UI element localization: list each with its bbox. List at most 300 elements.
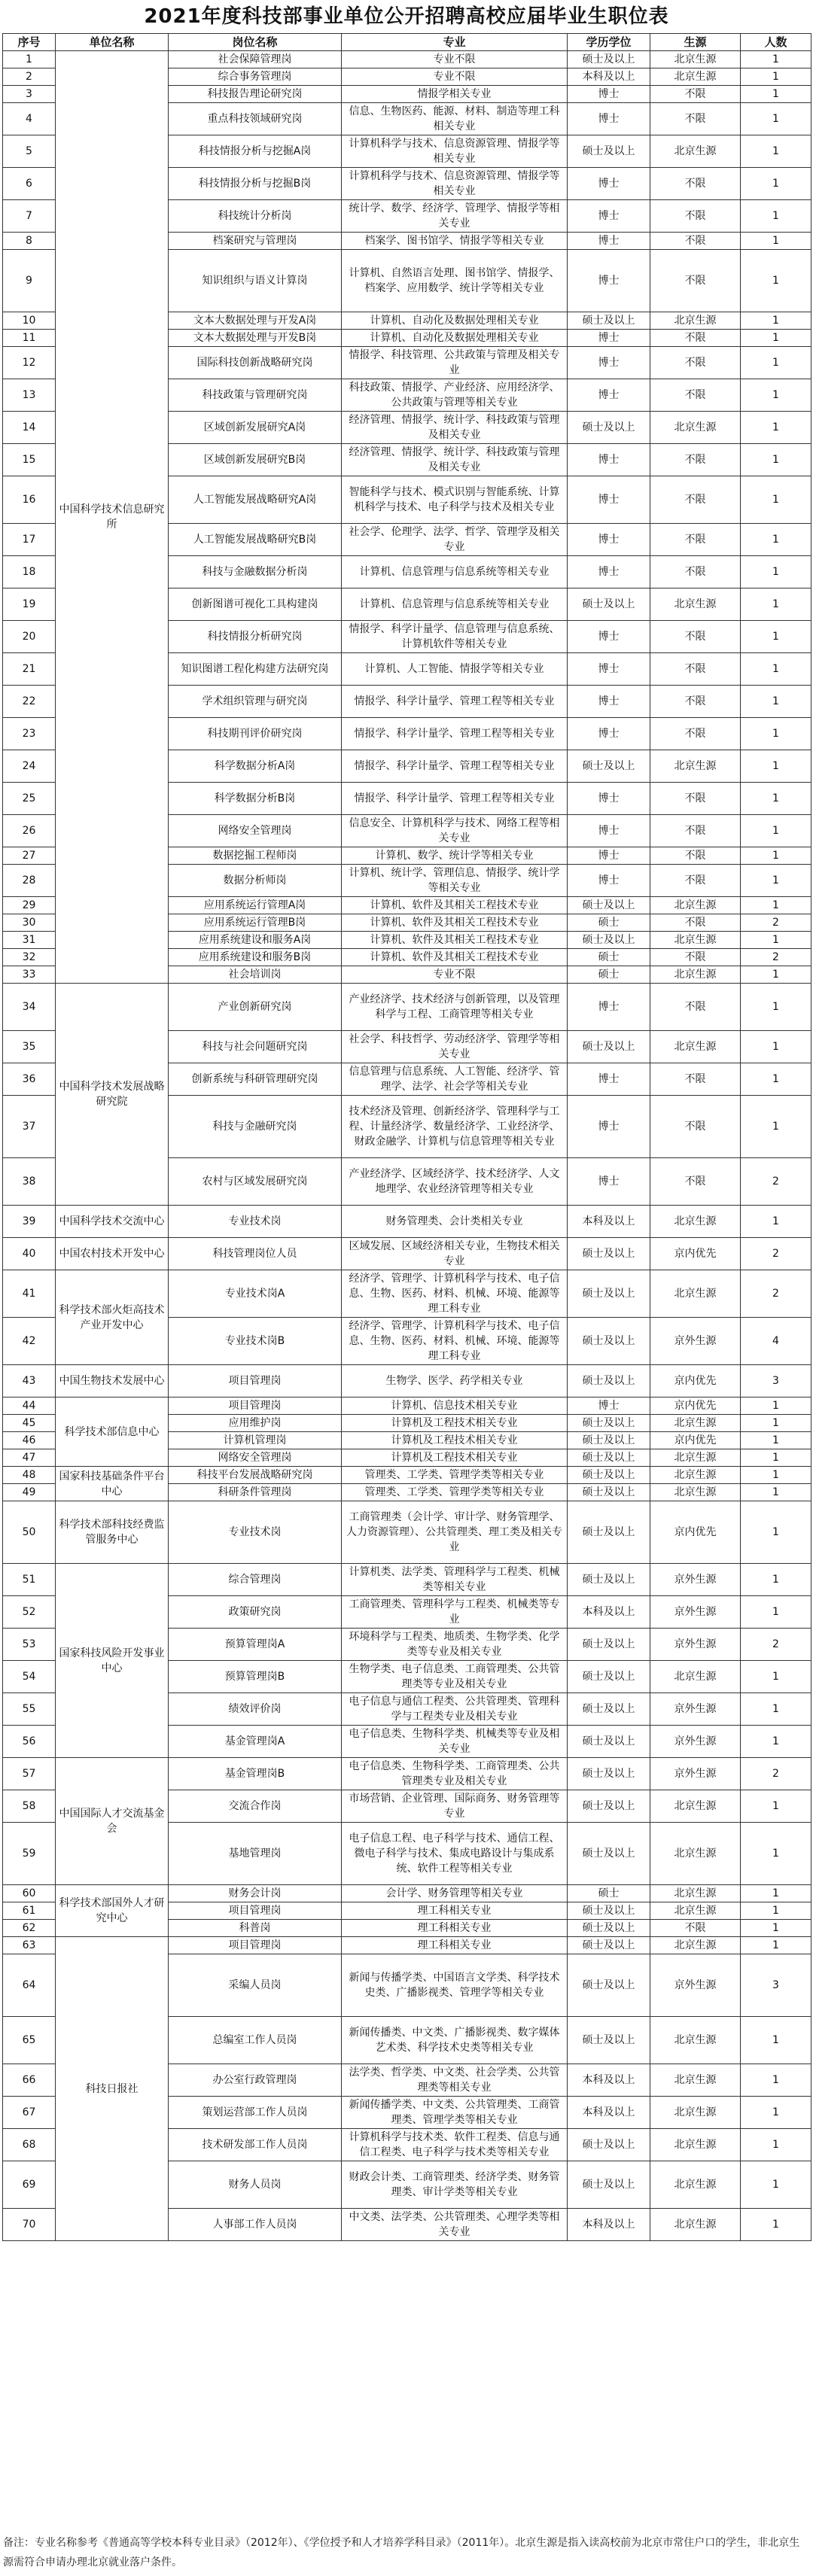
cell-major: 电子信息工程、电子科学与技术、通信工程、微电子科学与技术、集成电路设计与集成系统、软件工程等相关专业 [342, 1823, 568, 1885]
cell-count: 1 [741, 750, 811, 783]
cell-education: 博士 [568, 1397, 650, 1415]
cell-seq: 4 [3, 103, 56, 135]
cell-major: 生物学、医学、药学相关专业 [342, 1365, 568, 1397]
cell-origin: 北京生源 [650, 1937, 741, 1954]
cell-education: 博士 [568, 984, 650, 1031]
cell-seq: 40 [3, 1238, 56, 1270]
cell-education: 博士 [568, 347, 650, 379]
cell-count: 1 [741, 379, 811, 412]
cell-count: 1 [741, 932, 811, 949]
cell-major: 财政会计类、工商管理类、经济学类、财务管理类、审计学类等相关专业 [342, 2161, 568, 2209]
cell-seq: 33 [3, 966, 56, 984]
cell-education: 硕士及以上 [568, 1365, 650, 1397]
cell-origin: 京内优先 [650, 1397, 741, 1415]
cell-position: 科学数据分析A岗 [169, 750, 342, 783]
cell-seq: 15 [3, 444, 56, 476]
cell-position: 项目管理岗 [169, 1937, 342, 1954]
cell-seq: 48 [3, 1467, 56, 1484]
cell-count: 2 [741, 949, 811, 966]
cell-seq: 41 [3, 1270, 56, 1318]
cell-position: 专业技术岗A [169, 1270, 342, 1318]
cell-position: 社会培训岗 [169, 966, 342, 984]
cell-origin: 北京生源 [650, 1449, 741, 1467]
cell-origin: 北京生源 [650, 897, 741, 914]
cell-origin: 不限 [650, 865, 741, 897]
cell-seq: 12 [3, 347, 56, 379]
cell-major: 情报学、科学计量学、信息管理与信息系统、计算机软件等相关专业 [342, 621, 568, 653]
cell-position: 科技报告理论研究岗 [169, 86, 342, 103]
table-body [3, 51, 811, 2241]
cell-origin: 北京生源 [650, 1270, 741, 1318]
cell-count: 1 [741, 1206, 811, 1238]
cell-origin: 北京生源 [650, 1206, 741, 1238]
cell-count: 2 [741, 1270, 811, 1318]
cell-position: 应用维护岗 [169, 1415, 342, 1432]
cell-unit: 中国科学技术发展战略研究院 [56, 984, 169, 1206]
cell-major: 计算机科学与技术、信息资源管理、情报学等相关专业 [342, 168, 568, 200]
cell-major: 情报学、科技管理、公共政策与管理及相关专业 [342, 347, 568, 379]
cell-major: 电子信息类、生物科学类、机械类等专业及相关专业 [342, 1726, 568, 1758]
cell-origin: 北京生源 [650, 966, 741, 984]
cell-position: 项目管理岗 [169, 1397, 342, 1415]
cell-origin: 不限 [650, 250, 741, 312]
header-education: 学历学位 [568, 34, 650, 51]
cell-major: 情报学、科学计量学、管理工程等相关专业 [342, 718, 568, 750]
cell-seq: 36 [3, 1063, 56, 1096]
cell-major: 计算机、统计学、管理信息、情报学、统计学等相关专业 [342, 865, 568, 897]
cell-count: 1 [741, 1902, 811, 1920]
cell-major: 区域发展、区域经济相关专业，生物技术相关专业 [342, 1238, 568, 1270]
cell-major: 计算机、信息管理与信息系统等相关专业 [342, 556, 568, 588]
cell-count: 2 [741, 1629, 811, 1661]
cell-position: 网络安全管理岗 [169, 815, 342, 847]
cell-origin: 京内优先 [650, 1432, 741, 1449]
cell-major: 电子信息类、生物科学类、工商管理类、公共管理类专业及相关专业 [342, 1758, 568, 1790]
header-seq: 序号 [3, 34, 56, 51]
cell-seq: 65 [3, 2017, 56, 2064]
cell-count: 1 [741, 233, 811, 250]
cell-origin: 北京生源 [650, 412, 741, 444]
cell-position: 人事部工作人员岗 [169, 2209, 342, 2241]
cell-major: 计算机类、法学类、管理科学与工程类、机械类等相关专业 [342, 1564, 568, 1596]
cell-seq: 13 [3, 379, 56, 412]
cell-major: 经济学、管理学、计算机科学与技术、电子信息、生物、医药、材料、机械、环境、能源等理工科专业 [342, 1318, 568, 1365]
cell-count: 1 [741, 200, 811, 233]
cell-position: 科技情报分析与挖掘A岗 [169, 135, 342, 168]
cell-seq: 11 [3, 330, 56, 347]
cell-seq: 25 [3, 783, 56, 815]
positions-table [2, 33, 811, 2241]
cell-education: 博士 [568, 1096, 650, 1158]
cell-seq: 53 [3, 1629, 56, 1661]
cell-count: 1 [741, 2129, 811, 2161]
cell-seq: 55 [3, 1693, 56, 1726]
cell-origin: 不限 [650, 556, 741, 588]
cell-position: 重点科技领域研究岗 [169, 103, 342, 135]
cell-seq: 70 [3, 2209, 56, 2241]
cell-education: 硕士及以上 [568, 1629, 650, 1661]
cell-education: 博士 [568, 1158, 650, 1206]
cell-position: 政策研究岗 [169, 1596, 342, 1629]
cell-count: 1 [741, 2209, 811, 2241]
cell-major: 法学类、哲学类、中文类、社会学类、公共管理类等相关专业 [342, 2064, 568, 2097]
cell-education: 硕士 [568, 966, 650, 984]
cell-major: 经济管理、情报学、统计学、科技政策与管理及相关专业 [342, 444, 568, 476]
cell-seq: 42 [3, 1318, 56, 1365]
cell-position: 科技与社会问题研究岗 [169, 1031, 342, 1063]
cell-count: 1 [741, 2017, 811, 2064]
cell-major: 社会学、科技哲学、劳动经济学、管理学等相关专业 [342, 1031, 568, 1063]
cell-major: 专业不限 [342, 68, 568, 86]
cell-major: 计算机、信息技术相关专业 [342, 1397, 568, 1415]
cell-position: 科普岗 [169, 1920, 342, 1937]
cell-seq: 2 [3, 68, 56, 86]
cell-seq: 49 [3, 1484, 56, 1501]
cell-education: 博士 [568, 718, 650, 750]
cell-count: 1 [741, 1564, 811, 1596]
cell-origin: 不限 [650, 476, 741, 524]
cell-position: 科技期刊评价研究岗 [169, 718, 342, 750]
cell-seq: 31 [3, 932, 56, 949]
cell-education: 硕士及以上 [568, 750, 650, 783]
cell-origin: 不限 [650, 847, 741, 865]
cell-seq: 37 [3, 1096, 56, 1158]
cell-seq: 22 [3, 686, 56, 718]
cell-unit: 中国科学技术交流中心 [56, 1206, 169, 1238]
cell-major: 计算机、自然语言处理、图书馆学、情报学、档案学、应用数学、统计学等相关专业 [342, 250, 568, 312]
cell-seq: 10 [3, 312, 56, 330]
cell-origin: 京外生源 [650, 1954, 741, 2017]
cell-origin: 不限 [650, 1063, 741, 1096]
cell-count: 1 [741, 653, 811, 686]
cell-count: 1 [741, 312, 811, 330]
cell-major: 理工科相关专业 [342, 1920, 568, 1937]
table-row [3, 1397, 811, 1415]
cell-position: 创新图谱可视化工具构建岗 [169, 588, 342, 621]
cell-education: 本科及以上 [568, 1206, 650, 1238]
cell-seq: 47 [3, 1449, 56, 1467]
cell-origin: 不限 [650, 653, 741, 686]
cell-position: 数据分析师岗 [169, 865, 342, 897]
cell-origin: 京内优先 [650, 1365, 741, 1397]
cell-education: 博士 [568, 815, 650, 847]
cell-education: 硕士及以上 [568, 897, 650, 914]
table-row [3, 1206, 811, 1238]
cell-education: 硕士及以上 [568, 135, 650, 168]
cell-education: 硕士及以上 [568, 1937, 650, 1954]
cell-count: 1 [741, 2064, 811, 2097]
cell-seq: 68 [3, 2129, 56, 2161]
cell-origin: 不限 [650, 200, 741, 233]
cell-education: 博士 [568, 1063, 650, 1096]
cell-position: 财务会计岗 [169, 1885, 342, 1902]
cell-seq: 67 [3, 2097, 56, 2129]
cell-seq: 66 [3, 2064, 56, 2097]
cell-major: 市场营销、企业管理、国际商务、财务管理等专业 [342, 1790, 568, 1823]
cell-position: 科技与金融数据分析岗 [169, 556, 342, 588]
cell-origin: 京内优先 [650, 1238, 741, 1270]
cell-education: 博士 [568, 686, 650, 718]
cell-count: 1 [741, 1596, 811, 1629]
cell-origin: 北京生源 [650, 312, 741, 330]
cell-seq: 24 [3, 750, 56, 783]
cell-position: 科技情报分析研究岗 [169, 621, 342, 653]
cell-position: 科技与金融研究岗 [169, 1096, 342, 1158]
cell-count: 1 [741, 51, 811, 68]
table-row [3, 1238, 811, 1270]
cell-count: 1 [741, 1693, 811, 1726]
cell-major: 计算机、软件及其相关工程技术专业 [342, 897, 568, 914]
cell-major: 统计学、数学、经济学、管理学、情报学等相关专业 [342, 200, 568, 233]
cell-position: 学术组织管理与研究岗 [169, 686, 342, 718]
cell-count: 1 [741, 1415, 811, 1432]
cell-unit: 国家科技基础条件平台中心 [56, 1467, 169, 1501]
cell-position: 基地管理岗 [169, 1823, 342, 1885]
cell-count: 1 [741, 444, 811, 476]
cell-education: 硕士及以上 [568, 1238, 650, 1270]
cell-position: 文本大数据处理与开发A岗 [169, 312, 342, 330]
cell-origin: 不限 [650, 347, 741, 379]
cell-seq: 26 [3, 815, 56, 847]
cell-seq: 19 [3, 588, 56, 621]
cell-seq: 21 [3, 653, 56, 686]
cell-count: 1 [741, 1467, 811, 1484]
cell-count: 1 [741, 984, 811, 1031]
cell-origin: 北京生源 [650, 2097, 741, 2129]
cell-major: 中文类、法学类、公共管理类、心理学类等相关专业 [342, 2209, 568, 2241]
cell-seq: 50 [3, 1501, 56, 1564]
cell-origin: 北京生源 [650, 1823, 741, 1885]
cell-seq: 8 [3, 233, 56, 250]
header-count: 人数 [741, 34, 811, 51]
cell-education: 博士 [568, 200, 650, 233]
cell-count: 1 [741, 783, 811, 815]
cell-position: 创新系统与科研管理研究岗 [169, 1063, 342, 1096]
cell-education: 硕士及以上 [568, 1954, 650, 2017]
cell-origin: 京外生源 [650, 1564, 741, 1596]
cell-origin: 不限 [650, 524, 741, 556]
cell-major: 信息、生物医药、能源、材料、制造等理工科相关专业 [342, 103, 568, 135]
cell-count: 1 [741, 1920, 811, 1937]
cell-major: 专业不限 [342, 966, 568, 984]
cell-seq: 30 [3, 914, 56, 932]
table-row [3, 1937, 811, 1954]
cell-education: 博士 [568, 556, 650, 588]
cell-education: 硕士及以上 [568, 1693, 650, 1726]
table-row [3, 1467, 811, 1484]
cell-origin: 北京生源 [650, 2209, 741, 2241]
cell-education: 硕士及以上 [568, 1661, 650, 1693]
cell-position: 交流合作岗 [169, 1790, 342, 1823]
cell-count: 1 [741, 1397, 811, 1415]
cell-unit: 中国科学技术信息研究所 [56, 51, 169, 984]
cell-seq: 1 [3, 51, 56, 68]
cell-seq: 16 [3, 476, 56, 524]
cell-education: 博士 [568, 476, 650, 524]
cell-seq: 57 [3, 1758, 56, 1790]
cell-education: 本科及以上 [568, 2097, 650, 2129]
cell-education: 本科及以上 [568, 2209, 650, 2241]
cell-origin: 北京生源 [650, 750, 741, 783]
cell-education: 博士 [568, 330, 650, 347]
cell-major: 计算机、自动化及数据处理相关专业 [342, 330, 568, 347]
cell-origin: 不限 [650, 233, 741, 250]
cell-education: 硕士及以上 [568, 1318, 650, 1365]
cell-origin: 不限 [650, 330, 741, 347]
cell-position: 项目管理岗 [169, 1902, 342, 1920]
cell-seq: 45 [3, 1415, 56, 1432]
cell-seq: 28 [3, 865, 56, 897]
cell-count: 1 [741, 86, 811, 103]
cell-education: 硕士 [568, 949, 650, 966]
cell-education: 博士 [568, 103, 650, 135]
cell-count: 1 [741, 1096, 811, 1158]
cell-seq: 46 [3, 1432, 56, 1449]
cell-seq: 59 [3, 1823, 56, 1885]
cell-origin: 不限 [650, 686, 741, 718]
cell-major: 专业不限 [342, 51, 568, 68]
cell-major: 新闻传播学类、中文类、公共管理类、工商管理类、管理学类等相关专业 [342, 2097, 568, 2129]
cell-education: 博士 [568, 621, 650, 653]
cell-origin: 北京生源 [650, 932, 741, 949]
cell-seq: 39 [3, 1206, 56, 1238]
cell-position: 基金管理岗A [169, 1726, 342, 1758]
cell-position: 人工智能发展战略研究B岗 [169, 524, 342, 556]
cell-seq: 18 [3, 556, 56, 588]
cell-origin: 不限 [650, 815, 741, 847]
cell-major: 信息安全、计算机科学与技术、网络工程等相关专业 [342, 815, 568, 847]
cell-origin: 北京生源 [650, 51, 741, 68]
cell-count: 1 [741, 476, 811, 524]
cell-education: 硕士及以上 [568, 1564, 650, 1596]
cell-position: 财务人员岗 [169, 2161, 342, 2209]
cell-count: 1 [741, 1501, 811, 1564]
cell-count: 1 [741, 168, 811, 200]
cell-major: 技术经济及管理、创新经济学、管理科学与工程、计量经济学、数量经济学、工业经济学、财政金融学、计算机与信息管理等相关专业 [342, 1096, 568, 1158]
cell-major: 情报学、科学计量学、管理工程等相关专业 [342, 686, 568, 718]
cell-education: 硕士及以上 [568, 1270, 650, 1318]
cell-education: 博士 [568, 233, 650, 250]
cell-origin: 不限 [650, 1158, 741, 1206]
cell-origin: 京外生源 [650, 1318, 741, 1365]
cell-count: 1 [741, 1661, 811, 1693]
cell-count: 1 [741, 1449, 811, 1467]
cell-major: 新闻传播类、中文类、广播影视类、数字媒体艺术类、科学技术史类等相关专业 [342, 2017, 568, 2064]
cell-count: 1 [741, 135, 811, 168]
cell-major: 计算机科学与技术、信息资源管理、情报学等相关专业 [342, 135, 568, 168]
cell-seq: 56 [3, 1726, 56, 1758]
cell-position: 科研条件管理岗 [169, 1484, 342, 1501]
cell-major: 产业经济学、区域经济学、技术经济学、人文地理学、农业经济管理等相关专业 [342, 1158, 568, 1206]
cell-major: 经济管理、情报学、统计学、科技政策与管理及相关专业 [342, 412, 568, 444]
cell-major: 计算机、自动化及数据处理相关专业 [342, 312, 568, 330]
cell-seq: 23 [3, 718, 56, 750]
cell-count: 1 [741, 621, 811, 653]
cell-origin: 北京生源 [650, 1484, 741, 1501]
cell-seq: 5 [3, 135, 56, 168]
cell-count: 1 [741, 847, 811, 865]
cell-origin: 北京生源 [650, 2161, 741, 2209]
cell-position: 科技平台发展战略研究岗 [169, 1467, 342, 1484]
cell-count: 4 [741, 1318, 811, 1365]
cell-origin: 京外生源 [650, 1629, 741, 1661]
cell-education: 硕士及以上 [568, 1501, 650, 1564]
cell-position: 科技政策与管理研究岗 [169, 379, 342, 412]
cell-count: 1 [741, 1823, 811, 1885]
table-row [3, 1365, 811, 1397]
cell-position: 文本大数据处理与开发B岗 [169, 330, 342, 347]
cell-education: 硕士及以上 [568, 1484, 650, 1501]
cell-unit: 科学技术部信息中心 [56, 1397, 169, 1467]
cell-count: 1 [741, 556, 811, 588]
cell-origin: 京外生源 [650, 1758, 741, 1790]
cell-count: 1 [741, 815, 811, 847]
cell-position: 绩效评价岗 [169, 1693, 342, 1726]
cell-position: 综合事务管理岗 [169, 68, 342, 86]
cell-count: 3 [741, 1954, 811, 2017]
cell-major: 社会学、伦理学、法学、哲学、管理学及相关专业 [342, 524, 568, 556]
cell-position: 科技管理岗位人员 [169, 1238, 342, 1270]
cell-education: 硕士及以上 [568, 2017, 650, 2064]
cell-count: 2 [741, 1758, 811, 1790]
table-header-row [3, 34, 811, 51]
cell-seq: 29 [3, 897, 56, 914]
cell-seq: 51 [3, 1564, 56, 1596]
cell-origin: 不限 [650, 949, 741, 966]
cell-position: 应用系统建设和服务A岗 [169, 932, 342, 949]
cell-major: 情报学、科学计量学、管理工程等相关专业 [342, 783, 568, 815]
cell-education: 本科及以上 [568, 1596, 650, 1629]
cell-seq: 62 [3, 1920, 56, 1937]
cell-major: 工商管理类、管理科学与工程类、机械类等专业 [342, 1596, 568, 1629]
cell-education: 硕士及以上 [568, 1902, 650, 1920]
cell-education: 硕士及以上 [568, 412, 650, 444]
table-row [3, 51, 811, 68]
cell-origin: 不限 [650, 379, 741, 412]
cell-position: 预算管理岗B [169, 1661, 342, 1693]
table-row [3, 1885, 811, 1902]
cell-count: 1 [741, 718, 811, 750]
cell-count: 1 [741, 68, 811, 86]
header-unit: 单位名称 [56, 34, 169, 51]
cell-major: 财务管理类、会计类相关专业 [342, 1206, 568, 1238]
table-row [3, 1270, 811, 1318]
cell-education: 硕士 [568, 914, 650, 932]
cell-major: 档案学、图书馆学、情报学等相关专业 [342, 233, 568, 250]
cell-education: 硕士及以上 [568, 1432, 650, 1449]
table-row [3, 1501, 811, 1564]
cell-origin: 不限 [650, 914, 741, 932]
cell-seq: 54 [3, 1661, 56, 1693]
cell-position: 应用系统运行管理B岗 [169, 914, 342, 932]
cell-count: 1 [741, 524, 811, 556]
cell-count: 1 [741, 588, 811, 621]
header-position: 岗位名称 [169, 34, 342, 51]
cell-position: 预算管理岗A [169, 1629, 342, 1661]
cell-count: 1 [741, 865, 811, 897]
cell-count: 1 [741, 2097, 811, 2129]
cell-unit: 中国国际人才交流基金会 [56, 1758, 169, 1885]
cell-major: 理工科相关专业 [342, 1937, 568, 1954]
cell-origin: 不限 [650, 86, 741, 103]
cell-education: 硕士及以上 [568, 1920, 650, 1937]
cell-education: 本科及以上 [568, 2064, 650, 2097]
cell-count: 1 [741, 1790, 811, 1823]
cell-education: 博士 [568, 379, 650, 412]
page-title: 2021年度科技部事业单位公开招聘高校应届毕业生职位表 [144, 5, 669, 28]
cell-count: 1 [741, 250, 811, 312]
cell-major: 计算机科学与技术类、软件工程类、信息与通信工程类、电子科学与技术类等相关专业 [342, 2129, 568, 2161]
